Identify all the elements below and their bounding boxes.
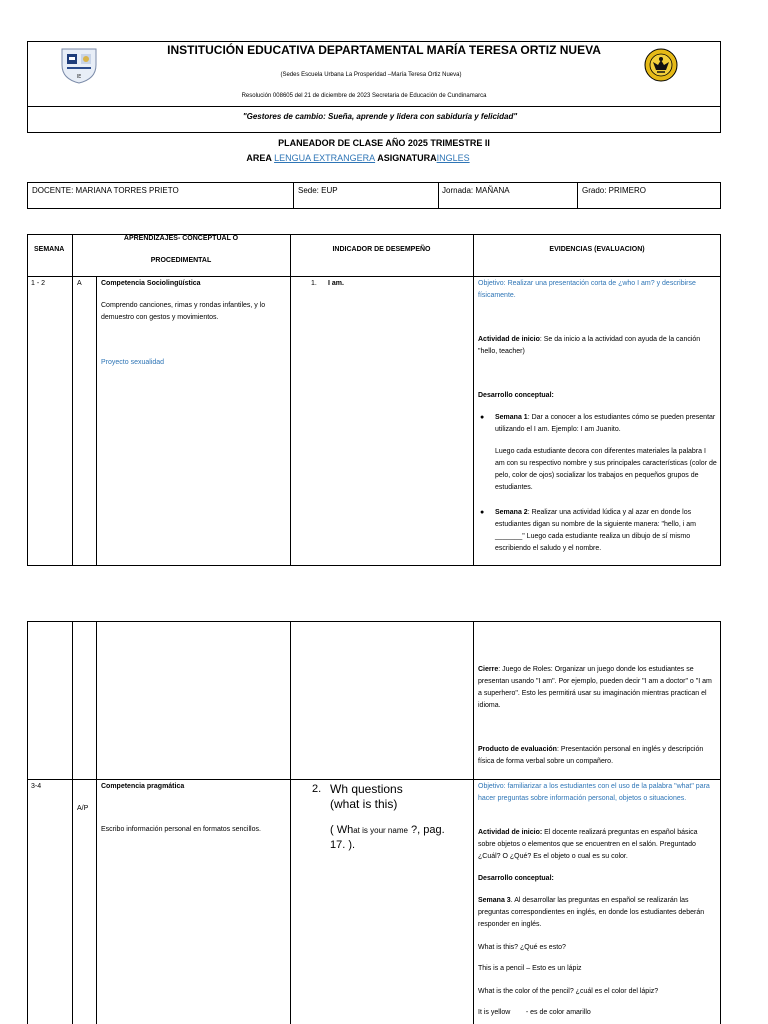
docente-cell: DOCENTE: MARIANA TORRES PRIETO bbox=[32, 186, 179, 195]
row2-semana3 bbox=[478, 895, 716, 931]
info-divider bbox=[577, 182, 578, 209]
question-line: It is yellow - es de color amarillo bbox=[478, 1009, 591, 1016]
row1-indicador: I am. bbox=[328, 280, 344, 287]
area-subject-line bbox=[0, 152, 716, 164]
cierre-body: : Juego de Roles: Organizar un juego donde los estudiantes se presentan usando "I am". Por ejemplo, pueden decir "I am a doctor" o "I am a superhero". Esto les permitirá usar su imaginación mientras practican el idioma. bbox=[478, 666, 712, 709]
producto-text bbox=[478, 744, 716, 768]
subject-value[interactable]: INGLES bbox=[436, 153, 470, 163]
header-indicador: INDICADOR DE DESEMPEÑO bbox=[332, 246, 431, 253]
row2-competencia: Competencia pragmática bbox=[101, 783, 185, 790]
question-line: What is this? ¿Qué es esto? bbox=[478, 944, 566, 951]
row2-indicador-l3a: ( Wh bbox=[330, 824, 354, 836]
row1-inicio bbox=[478, 334, 716, 358]
row2-desarrollo: Desarrollo conceptual: bbox=[478, 875, 554, 882]
row2-indicador-l3b: at is your name bbox=[353, 826, 408, 835]
resolution-text: Resolución 008605 del 21 de diciembre de 2023 Secretaria de Educación de Cundinamarca bbox=[241, 93, 487, 99]
column-divider bbox=[290, 234, 291, 566]
row2-objetivo: Objetivo: familiarizar a los estudiantes con el uso de la palabra "what" para hacer preguntas sobre información personal, objetos o situaciones. bbox=[478, 783, 710, 802]
row1-indicador-num: 1. bbox=[311, 280, 317, 287]
row2-indicador-line2: (what is this) bbox=[330, 797, 398, 811]
producto-label: Producto de evaluación bbox=[478, 746, 557, 753]
row1-inicio-text: : Se da inicio a la actividad con ayuda de la canción "hello, teacher) bbox=[478, 336, 701, 355]
row1-semana2-label: Semana 2 bbox=[495, 509, 528, 516]
row1-semana1 bbox=[495, 412, 717, 436]
table-border-right bbox=[720, 621, 721, 1024]
row2-inicio bbox=[478, 827, 716, 863]
header-evidencias: EVIDENCIAS (EVALUACION) bbox=[549, 246, 645, 253]
column-divider bbox=[96, 621, 97, 1024]
row1-semana1-text: : Dar a conocer a los estudiantes cómo se pueden presentar utilizando el I am. Ejemplo: I am Juanito. bbox=[495, 414, 716, 433]
svg-text:IE: IE bbox=[76, 74, 82, 80]
motto-text: "Gestores de cambio: Sueña, aprende y lidera con sabiduría y felicidad" bbox=[242, 112, 518, 121]
area-value[interactable]: LENGUA EXTRANGERA bbox=[274, 153, 376, 163]
header-aprendizajes-1: APRENDIZAJES- CONCEPTUAL O bbox=[123, 235, 239, 242]
sedes-text: (Sedes Escuela Urbana La Prosperidad –María Teresa Ortiz Nueva) bbox=[280, 72, 462, 78]
row1-semana1-text2: Luego cada estudiante decora con diferentes materiales la palabra I am con su respectivo nombre y sus principales características (color de pelo, color de ojos) socializar los trabajos en pequeños grupos de estudiantes. bbox=[495, 448, 717, 491]
jornada-cell: Jornada: MAÑANA bbox=[442, 186, 510, 195]
cierre-label: Cierre bbox=[478, 666, 499, 673]
page2-top-border bbox=[27, 621, 721, 622]
row1-semana2-text: : Realizar una actividad lúdica y al azar en donde los estudiantes digan su nombre de la siguiente manera: "hello, i am _______" Luego cada estudiante realiza un dibujo de sí mismo escribiendo el saludo y el nombre. bbox=[495, 509, 696, 552]
grado-cell: Grado: PRIMERO bbox=[582, 186, 647, 195]
row2-semana: 3-4 bbox=[31, 783, 42, 790]
row2-semana3-text: . Al desarrollar las preguntas en español se realizarán las preguntas correspondientes en inglés, en donde los estudiantes deberán responder en inglés. bbox=[478, 897, 705, 928]
row1-competencia: Competencia Sociolingüística bbox=[101, 280, 201, 287]
producto-body: : Presentación personal en inglés y descripción física de forma verbal sobre un compañero. bbox=[478, 746, 704, 765]
institution-title: INSTITUCIÓN EDUCATIVA DEPARTAMENTAL MARÍA TERESA ORTIZ NUEVA bbox=[167, 43, 601, 57]
bullet-dot: ● bbox=[480, 509, 485, 516]
sede-cell: Sede: EUP bbox=[298, 186, 338, 195]
row1-inicio-label: Actividad de inicio bbox=[478, 336, 540, 343]
subject-label: ASIGNATURA bbox=[377, 153, 437, 163]
row1-proyecto: Proyecto sexualidad bbox=[101, 359, 165, 366]
column-divider bbox=[96, 276, 97, 566]
row2-aprendizaje: Escribo información personal en formatos sencillos. bbox=[101, 826, 261, 833]
row1-objetivo: Objetivo: Realizar una presentación corta de ¿who I am? y describirse físicamente. bbox=[478, 280, 696, 299]
row1-desarrollo: Desarrollo conceptual: bbox=[478, 392, 554, 399]
column-divider bbox=[290, 621, 291, 1024]
row2-inicio-label: Actividad de inicio: bbox=[478, 829, 543, 836]
question-line: What is the color of the pencil? ¿cuál es el color del lápiz? bbox=[478, 988, 659, 995]
header-aprendizajes-2: PROCEDIMENTAL bbox=[150, 257, 212, 264]
row2-semana3-label: Semana 3 bbox=[478, 897, 511, 904]
info-divider bbox=[293, 182, 294, 209]
row1-semana: 1 - 2 bbox=[31, 280, 46, 287]
header-semana: SEMANA bbox=[34, 246, 65, 253]
row2-indicador-l3c: ?, pag. bbox=[407, 824, 445, 836]
table-border-left bbox=[27, 621, 28, 1024]
row2-indicador-line3 bbox=[330, 823, 445, 838]
row2-indicador-num: 2. bbox=[312, 783, 322, 795]
column-divider bbox=[72, 234, 73, 566]
bullet-dot: ● bbox=[480, 414, 485, 421]
table-header-divider bbox=[27, 276, 721, 277]
column-divider bbox=[473, 621, 474, 1024]
column-divider bbox=[473, 234, 474, 566]
column-divider bbox=[72, 621, 73, 1024]
plan-title: PLANEADOR DE CLASE AÑO 2025 TRIMESTRE II bbox=[278, 138, 490, 148]
row2-code: A/P bbox=[77, 805, 89, 812]
row2-inicio-text: El docente realizará preguntas en español básica sobre objetos o elementos que se encuentren en el salón. Preguntado ¿Cuál? O ¿Qué? Es el objeto o cual es su color. bbox=[478, 829, 698, 860]
row2-indicador-line4: 17. ). bbox=[330, 839, 356, 851]
row-divider bbox=[27, 779, 721, 780]
area-label: AREA bbox=[246, 153, 272, 163]
row1-aprendizaje: Comprendo canciones, rimas y rondas infantiles, y lo demuestro con gestos y movimientos. bbox=[101, 302, 266, 321]
info-divider bbox=[438, 182, 439, 209]
row2-indicador-line1: Wh questions bbox=[330, 782, 403, 796]
header-divider bbox=[27, 106, 721, 107]
row1-semana2 bbox=[495, 507, 717, 555]
cierre-text bbox=[478, 664, 716, 712]
row1-code: A bbox=[77, 280, 82, 287]
question-line: This is a pencil – Esto es un lápiz bbox=[478, 965, 582, 972]
row1-semana1-label: Semana 1 bbox=[495, 414, 528, 421]
